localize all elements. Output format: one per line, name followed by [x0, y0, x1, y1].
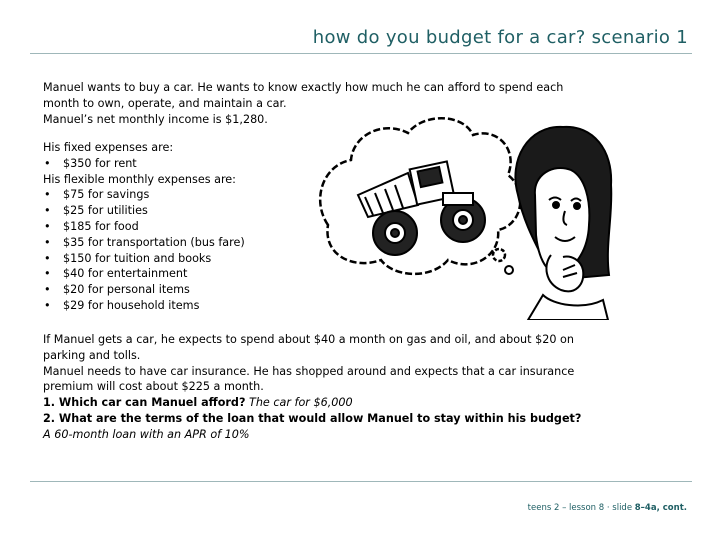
answer-2-text: A 60-month loan with an APR of 10% [43, 427, 250, 441]
bullet-icon: • [44, 188, 51, 202]
fixed-expenses-heading: His fixed expenses are: [43, 141, 174, 154]
list-item: • $20 for personal items [44, 283, 190, 297]
gas-cost-line: parking and tolls. [43, 348, 141, 362]
list-item: • $75 for savings [44, 188, 150, 202]
intro-line: month to own, operate, and maintain a car. [43, 96, 287, 110]
footer-divider [30, 481, 692, 482]
bullet-icon: • [44, 204, 51, 218]
bullet-icon: • [44, 219, 51, 233]
answer-1-text: The car for $6,000 [249, 396, 353, 410]
scenario-details [43, 332, 683, 443]
list-item: • $35 for transportation (bus fare) [44, 235, 245, 249]
list-item: • $40 for entertainment [44, 267, 188, 281]
flexible-expenses-heading: His flexible monthly expenses are: [43, 172, 236, 186]
bullet-icon: • [44, 283, 51, 297]
person-icon [515, 127, 611, 320]
income-line: Manuel’s net monthly income is $1,280. [43, 112, 268, 126]
list-item: • $350 for rent [44, 156, 137, 170]
gas-cost-line: If Manuel gets a car, he expects to spend about $40 a month on gas and oil, and about $20 on [43, 333, 574, 346]
list-item: • $25 for utilities [44, 204, 148, 218]
header-divider [30, 53, 692, 54]
question-1 [43, 395, 683, 411]
bullet-icon: • [44, 156, 51, 170]
page-title: how do you budget for a car? scenario 1 [312, 27, 688, 48]
person-thinking-about-car-icon [313, 105, 613, 320]
list-item: • $29 for household items [44, 298, 200, 312]
question-1-text: 1. Which car can Manuel afford? [43, 396, 246, 410]
question-2-text: 2. What are the terms of the loan that would allow Manuel to stay within his budget? [43, 411, 582, 425]
slide-number: 8–4a, cont. [634, 503, 687, 513]
list-item: • $185 for food [44, 219, 139, 233]
footer-text: teens 2 – lesson 8 · slide [527, 503, 635, 513]
expenses-list [43, 140, 343, 314]
bullet-icon: • [44, 251, 51, 265]
list-item: • $150 for tuition and books [44, 251, 212, 265]
insurance-line: premium will cost about $225 a month. [43, 380, 264, 394]
bullet-icon: • [44, 267, 51, 281]
bullet-icon: • [44, 298, 51, 312]
footer [528, 503, 687, 513]
bullet-icon: • [44, 235, 51, 249]
insurance-line: Manuel needs to have car insurance. He has shopped around and expects that a car insurance [43, 364, 575, 378]
intro-line: Manuel wants to buy a car. He wants to know exactly how much he can afford to spend each [43, 81, 564, 94]
